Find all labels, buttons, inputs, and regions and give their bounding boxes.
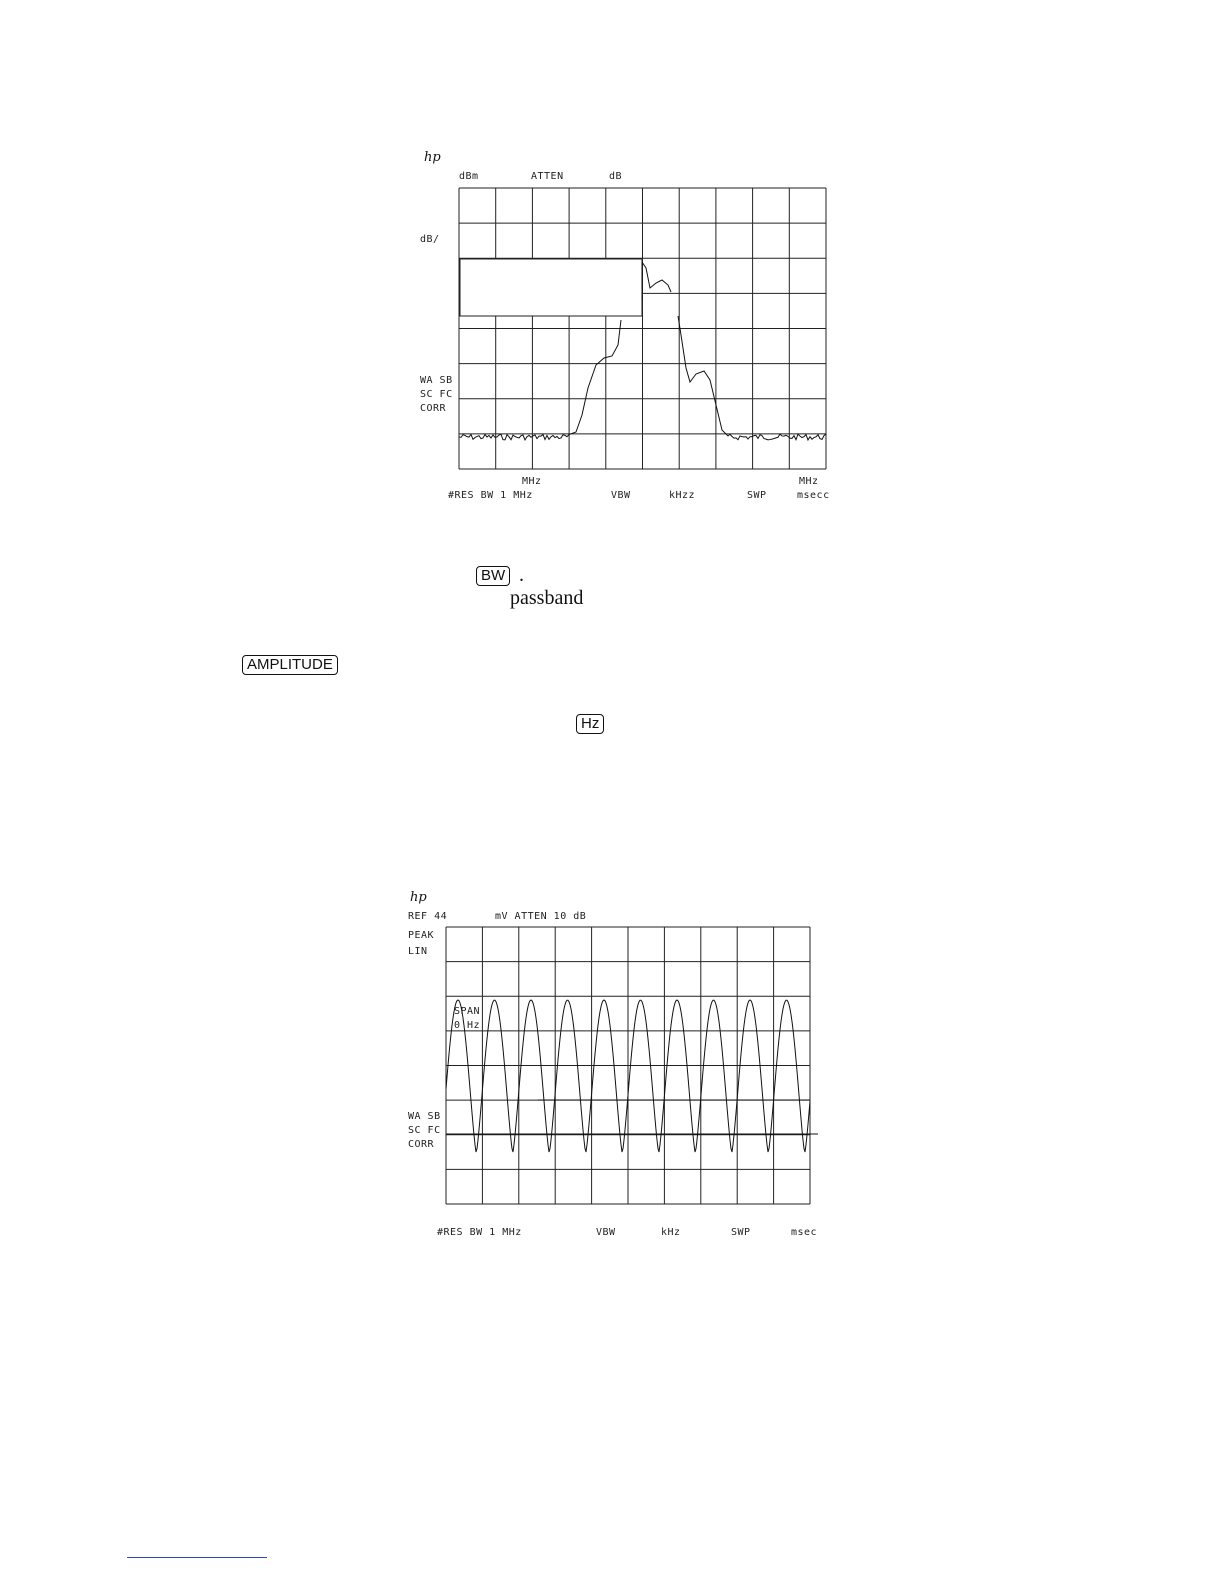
sc-fc-label: SC FC	[408, 1125, 441, 1136]
corr-label: CORR	[420, 403, 447, 414]
bottom-res-bw: #RES BW 1 MHz	[437, 1227, 522, 1238]
graticule-2	[446, 927, 810, 1204]
wa-sb-label: WA SB	[420, 375, 453, 386]
corr-label: CORR	[408, 1139, 435, 1150]
sc-fc-label: SC FC	[420, 389, 453, 400]
start-freq-unit: MHz	[522, 476, 542, 487]
bottom-res-bw: #RES BW 1 MHz	[448, 490, 533, 501]
lin-label: LIN	[408, 946, 428, 957]
reference-level: REF 44	[408, 911, 448, 922]
bottom-swp: SWP	[747, 490, 767, 501]
atten-unit: dB	[609, 171, 623, 182]
passband-word: passband	[510, 587, 584, 609]
hp-logo: hp	[424, 150, 441, 165]
footer-rule	[127, 1557, 267, 1558]
bw-key-suffix: .	[519, 564, 524, 586]
bottom-swp-unit: msec	[791, 1227, 818, 1238]
bottom-swp: SWP	[731, 1227, 751, 1238]
bottom-vbw-unit: kHzz	[669, 490, 696, 501]
stop-freq-unit: MHz	[799, 476, 819, 487]
hz-key[interactable]: Hz	[576, 714, 604, 734]
ref-unit: dBm	[459, 171, 479, 182]
wa-sb-label: WA SB	[408, 1111, 441, 1122]
hp-logo: hp	[410, 890, 427, 905]
span-value: 0 Hz	[454, 1020, 481, 1031]
bottom-vbw: VBW	[596, 1227, 616, 1238]
peak-label: PEAK	[408, 930, 435, 941]
scale-label: dB/	[420, 234, 440, 245]
bw-key[interactable]: BW	[476, 566, 510, 586]
span-label: SPAN	[454, 1006, 481, 1017]
bottom-vbw-unit: kHz	[661, 1227, 681, 1238]
atten-label: mV ATTEN 10 dB	[495, 911, 587, 922]
amplitude-key[interactable]: AMPLITUDE	[242, 655, 338, 675]
bottom-vbw: VBW	[611, 490, 631, 501]
atten-label: ATTEN	[531, 171, 564, 182]
bottom-swp-unit: msecc	[797, 490, 830, 501]
